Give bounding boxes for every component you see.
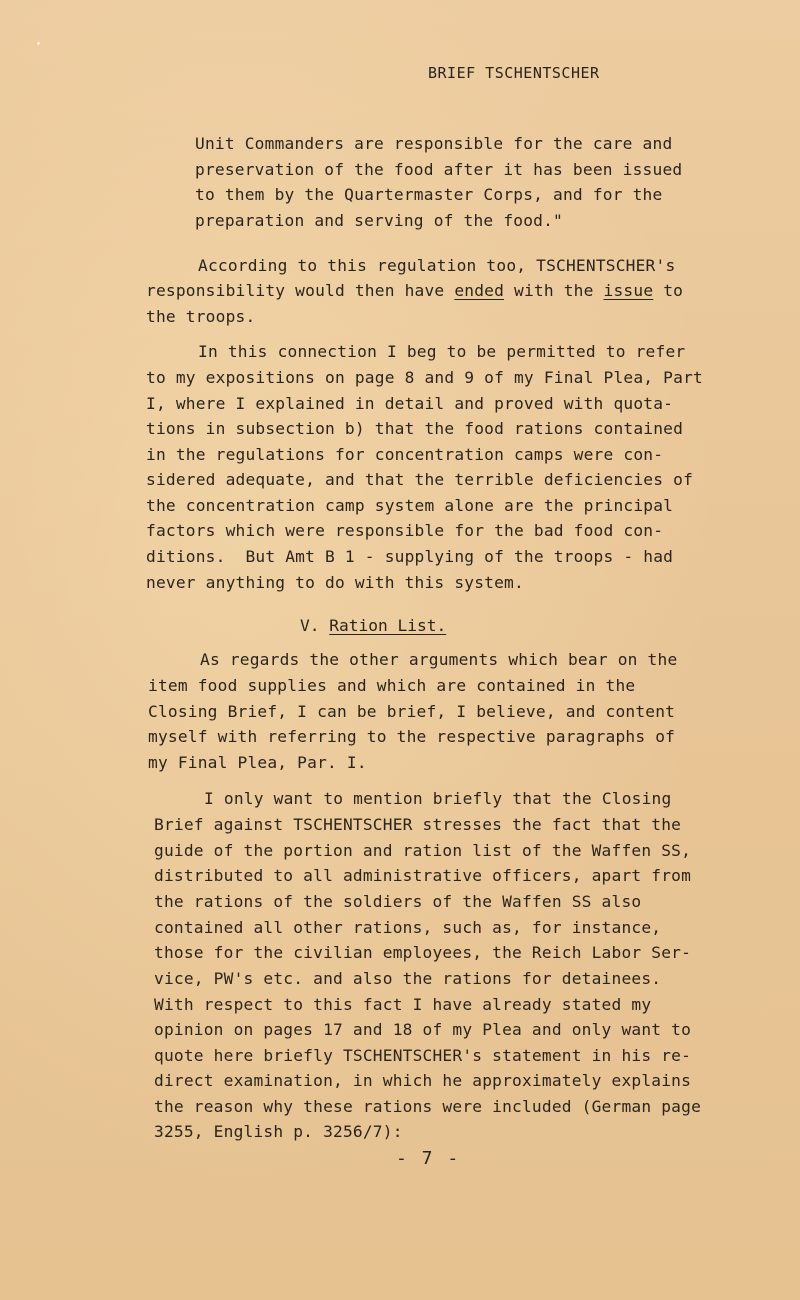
paragraph1-line: to them by the Quartermaster Corps, and for the (195, 185, 663, 204)
paragraph5-line: direct examination, in which he approximately explains (154, 1071, 692, 1090)
paragraph4-line: As regards the other arguments which bear on the (200, 650, 678, 669)
paragraph2-line (146, 281, 683, 301)
text-run: responsibility would then have (146, 281, 455, 300)
paragraph5-line: contained all other rations, such as, for instance, (154, 918, 662, 937)
paragraph3-line: In this connection I beg to be permitted to refer (198, 342, 686, 361)
paragraph3-line: ditions. But Amt B 1 - supplying of the troops - had (146, 547, 674, 566)
paragraph5-line: the rations of the soldiers of the Waffen SS also (154, 892, 642, 911)
paragraph4-line: item food supplies and which are contained in the (148, 676, 636, 695)
paragraph2-line: the troops. (146, 307, 256, 326)
paragraph1-line: preservation of the food after it has been issued (195, 160, 683, 179)
paragraph5-line: quote here briefly TSCHENTSCHER's statement in his re- (154, 1046, 692, 1065)
underlined-word-ended: ended (454, 281, 505, 300)
paragraph3-line: tions in subsection b) that the food rations contained (146, 419, 684, 438)
section-title: Ration List. (329, 616, 447, 635)
underlined-word-issue: issue (603, 281, 654, 300)
paragraph5-line: vice, PW's etc. and also the rations for detainees. (154, 969, 662, 988)
paragraph5-line: opinion on pages 17 and 18 of my Plea and only want to (154, 1020, 692, 1039)
page-number: - 7 - (396, 1148, 461, 1169)
paragraph5-line: those for the civilian employees, the Reich Labor Ser- (154, 943, 692, 962)
text-run: with the (504, 281, 604, 300)
paragraph5-line: 3255, English p. 3256/7): (154, 1122, 403, 1141)
paragraph4-line: my Final Plea, Par. I. (148, 753, 367, 772)
paragraph3-line: never anything to do with this system. (146, 573, 524, 592)
section-heading (300, 616, 446, 635)
section-number: V. (300, 616, 330, 635)
paragraph3-line: to my expositions on page 8 and 9 of my Final Plea, Part (146, 368, 703, 387)
paragraph4-line: myself with referring to the respective paragraphs of (148, 727, 676, 746)
paragraph5-line: I only want to mention briefly that the Closing (204, 789, 672, 808)
paragraph3-line: in the regulations for concentration camps were con- (146, 445, 664, 464)
paragraph1-line: Unit Commanders are responsible for the care and (195, 134, 673, 153)
paragraph3-line: I, where I explained in detail and proved with quota- (146, 394, 674, 413)
text-run: to (653, 281, 684, 300)
paragraph5-line: With respect to this fact I have already stated my (154, 995, 652, 1014)
paragraph3-line: sidered adequate, and that the terrible deficiencies of (146, 470, 694, 489)
paragraph3-line: factors which were responsible for the bad food con- (146, 521, 664, 540)
paragraph5-line: distributed to all administrative officers, apart from (154, 866, 692, 885)
paragraph1-line: preparation and serving of the food." (195, 211, 563, 230)
paragraph2-line: According to this regulation too, TSCHENTSCHER's (198, 256, 676, 275)
paragraph3-line: the concentration camp system alone are the principal (146, 496, 674, 515)
paragraph5-line: Brief against TSCHENTSCHER stresses the fact that the (154, 815, 682, 834)
paragraph5-line: the reason why these rations were included (German page (154, 1097, 702, 1116)
paragraph5-line: guide of the portion and ration list of the Waffen SS, (154, 841, 692, 860)
paper-speck (37, 42, 40, 45)
paragraph4-line: Closing Brief, I can be brief, I believe, and content (148, 702, 676, 721)
page-header: BRIEF TSCHENTSCHER (428, 64, 600, 82)
